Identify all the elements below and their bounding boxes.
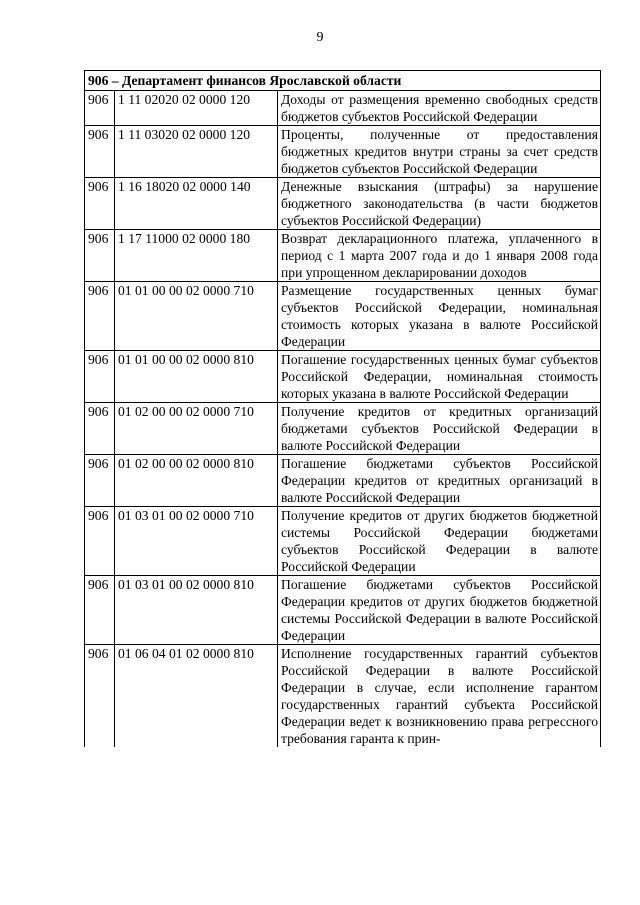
table-row <box>85 91 601 126</box>
admin-code-cell: 906 <box>85 576 115 645</box>
income-name-cell: Получение кредитов от других бюджетов бюджетной системы Российской Федерации бюджетами субъектов Российской Федерации в валюте Российской Федерации <box>278 507 601 576</box>
income-name-cell: Возврат декларационного платежа, уплаченного в период с 1 марта 2007 года и до 1 января 2008 года при упрощенном декларировании доходов <box>278 230 601 282</box>
budget-code-cell: 1 11 02020 02 0000 120 <box>115 91 278 126</box>
admin-code-cell: 906 <box>85 126 115 178</box>
admin-code-cell: 906 <box>85 645 115 748</box>
budget-code-cell: 1 17 11000 02 0000 180 <box>115 230 278 282</box>
table-row <box>85 282 601 351</box>
income-name-cell: Проценты, полученные от предоставления бюджетных кредитов внутри страны за счет средств бюджетов субъектов Российской Федерации <box>278 126 601 178</box>
budget-code-cell: 01 02 00 00 02 0000 710 <box>115 403 278 455</box>
income-name-cell: Погашение бюджетами субъектов Российской Федерации кредитов от кредитных организаций в валюте Российской Федерации <box>278 455 601 507</box>
table-row <box>85 455 601 507</box>
budget-code-cell: 01 03 01 00 02 0000 710 <box>115 507 278 576</box>
admin-code-cell: 906 <box>85 455 115 507</box>
budget-code-cell: 01 06 04 01 02 0000 810 <box>115 645 278 748</box>
budget-code-cell: 1 11 03020 02 0000 120 <box>115 126 278 178</box>
table-header-row <box>85 71 601 91</box>
admin-code-cell: 906 <box>85 282 115 351</box>
table-row <box>85 351 601 403</box>
income-name-cell: Погашение бюджетами субъектов Российской Федерации кредитов от других бюджетов бюджетной системы Российской Федерации в валюте Российской Федерации <box>278 576 601 645</box>
table-row <box>85 230 601 282</box>
budget-code-cell: 1 16 18020 02 0000 140 <box>115 178 278 230</box>
budget-code-cell: 01 02 00 00 02 0000 810 <box>115 455 278 507</box>
admin-code-cell: 906 <box>85 351 115 403</box>
admin-code-cell: 906 <box>85 178 115 230</box>
table-row <box>85 507 601 576</box>
income-name-cell: Погашение государственных ценных бумаг субъектов Российской Федерации, номинальная стоимость которых указана в валюте Российской Федерации <box>278 351 601 403</box>
page-number: 9 <box>316 30 324 45</box>
table-row <box>85 576 601 645</box>
table-body <box>85 71 601 748</box>
admin-code-cell: 906 <box>85 230 115 282</box>
budget-code-cell: 01 01 00 00 02 0000 710 <box>115 282 278 351</box>
department-header: 906 – Департамент финансов Ярославской области <box>85 71 601 91</box>
table-row <box>85 126 601 178</box>
income-name-cell: Получение кредитов от кредитных организаций бюджетами субъектов Российской Федерации в валюте Российской Федерации <box>278 403 601 455</box>
admin-code-cell: 906 <box>85 403 115 455</box>
admin-code-cell: 906 <box>85 507 115 576</box>
budget-code-cell: 01 01 00 00 02 0000 810 <box>115 351 278 403</box>
income-name-cell: Доходы от размещения временно свободных средств бюджетов субъектов Российской Федерации <box>278 91 601 126</box>
income-name-cell: Денежные взыскания (штрафы) за нарушение бюджетного законодательства (в части бюджетов субъектов Российской Федерации) <box>278 178 601 230</box>
admin-codes-table <box>84 70 601 747</box>
income-name-cell: Размещение государственных ценных бумаг субъектов Российской Федерации, номинальная стоимость которых указана в валюте Российской Федерации <box>278 282 601 351</box>
table-row <box>85 645 601 748</box>
admin-code-cell: 906 <box>85 91 115 126</box>
table-row <box>85 178 601 230</box>
budget-code-cell: 01 03 01 00 02 0000 810 <box>115 576 278 645</box>
table-row <box>85 403 601 455</box>
income-name-cell: Исполнение государственных гарантий субъектов Российской Федерации в валюте Российской Федерации в случае, если исполнение гарантом государственных гарантий субъекта Российской Федерации ведет к возникновению права регрессного требования гаранта к прин- <box>278 645 601 748</box>
